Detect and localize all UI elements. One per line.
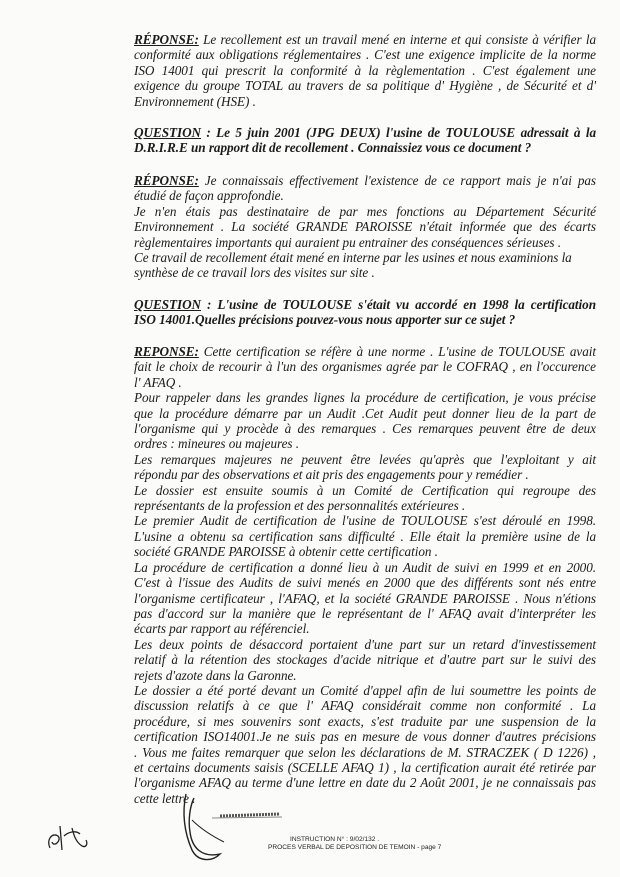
- text-line: [134, 265, 596, 280]
- line-text: Environnement . La société GRANDE PAROISSE n'était informée que des écarts: [134, 219, 596, 235]
- text-line: [134, 513, 596, 528]
- line-text: l' AFAQ .: [134, 374, 182, 390]
- line-text: l'organisme certificateur , l'AFAQ, et la société GRANDE PAROISSE . Nous n'étions: [134, 590, 596, 606]
- text-line: [134, 591, 596, 606]
- text-line: [134, 498, 596, 513]
- line-text: société GRANDE PAROISSE à obtenir cette certification .: [134, 544, 438, 560]
- line-text: pas d'accord sur la manière que le représentant de l' AFAQ avait d'interpréter les: [134, 605, 596, 621]
- text-line: [134, 250, 596, 265]
- text-line: [134, 668, 596, 683]
- initials-signature-icon: [42, 818, 92, 856]
- text-line: [134, 529, 596, 544]
- text-line: [134, 47, 596, 62]
- text-line: [134, 173, 596, 188]
- text-line: [134, 406, 596, 421]
- text-line: [134, 78, 596, 93]
- text-line: [134, 344, 596, 359]
- text-line: [134, 467, 596, 482]
- answer-block: [134, 173, 596, 281]
- line-text: Le recollement est un travail mené en interne et qui consiste à vérifier la: [198, 32, 596, 47]
- line-text: certification ISO14001.Je ne suis pas en mesure de vous donner d'autres précisions: [134, 729, 596, 745]
- line-text: relatif à la rétention des stockages d'acide nitrique et d'autre part sur le suivi des: [134, 652, 596, 668]
- line-text: règlementaires importants qui auraient pu entrainer des conséquences sérieuses .: [134, 234, 561, 250]
- text-line: [134, 188, 596, 203]
- text-line: [134, 297, 596, 312]
- line-text: Ce travail de recollement était mené en interne par les usines et nous examinions la: [134, 250, 572, 266]
- response-label: RÉPONSE:: [134, 173, 199, 188]
- line-text: répondu par des observations et ait pris des engagements pour y remédier .: [134, 467, 529, 483]
- line-text: Environnement (HSE) .: [134, 93, 256, 109]
- line-text: Je connaissais effectivement l'existence de ce rapport mais je n'ai pas: [198, 173, 596, 188]
- line-text: ISO 14001.Quelles précisions pouvez-vous nous apporter sur ce sujet ?: [134, 312, 516, 328]
- line-text: Le dossier a été porté devant un Comité d'appel afin de lui soumettre les points de: [134, 682, 596, 698]
- text-line: [134, 32, 596, 47]
- line-text: représentants de la profession et des personnalités extérieures .: [134, 498, 466, 514]
- text-line: [134, 775, 596, 790]
- question-label: QUESTION: [134, 297, 202, 312]
- line-text: et certains documents saisis (SCELLE AFAQ 1) , la certification aurait été retirée par: [134, 759, 596, 775]
- text-line: [134, 125, 596, 140]
- line-text: l'organisme qui y procède à des remarques . Ces remarques peuvent être de deux: [134, 421, 596, 437]
- line-text: : Le 5 juin 2001 (JPG DEUX) l'usine de TOULOUSE adressait à la: [201, 125, 596, 140]
- line-text: rejets d'azote dans la Garonne.: [134, 667, 297, 683]
- text-line: [134, 544, 596, 559]
- text-line: [134, 140, 596, 155]
- line-text: conformité aux obligations réglementaires . C'est une exigence implicite de la norme: [134, 47, 596, 63]
- line-text: que la procédure démarre par un Audit .Cet Audit peut donner lieu de la part de: [134, 405, 596, 421]
- answer-block: [134, 344, 596, 806]
- text-line: [134, 714, 596, 729]
- line-text: écarts par rapport au référenciel.: [134, 621, 310, 637]
- text-line: [134, 575, 596, 590]
- text-line: [134, 637, 596, 652]
- text-line: [134, 375, 596, 390]
- line-text: exigence du groupe TOTAL au travers de sa politique d' Hygiène , de Sécurité et d': [134, 78, 596, 94]
- text-line: [134, 729, 596, 744]
- line-text: Je n'en étais pas destinataire de par mes fonctions au Département Sécurité: [134, 203, 596, 219]
- stamp-signature-icon: [172, 792, 282, 867]
- text-line: [134, 219, 596, 234]
- text-line: [134, 560, 596, 575]
- text-line: [134, 621, 596, 636]
- line-text: l'organisme AFAQ au terme d'une lettre en date du 2 Août 2001, je ne connaissais pas: [134, 775, 596, 791]
- line-text: Pour rappeler dans les grandes lignes la procédure de certification, je vous précise: [134, 390, 596, 406]
- text-line: [134, 760, 596, 775]
- text-line: [134, 421, 596, 436]
- text-line: [134, 606, 596, 621]
- text-line: [134, 63, 596, 78]
- line-text: Les deux points de désaccord portaient d'une part sur un retard d'investissement: [134, 636, 596, 652]
- line-text: fait le choix de recourir à l'un des organismes agrée par le COFRAQ , en l'occurence: [134, 359, 596, 375]
- line-text: Les remarques majeures ne peuvent être levées qu'après que l'exploitant y ait: [134, 451, 596, 467]
- response-label: REPONSE:: [134, 344, 199, 359]
- text-line: [134, 698, 596, 713]
- text-line: [134, 483, 596, 498]
- line-text: Cette certification se réfère à une norme . L'usine de TOULOUSE avait: [198, 344, 596, 359]
- question-block: [134, 125, 596, 156]
- question-block: [134, 297, 596, 328]
- text-line: [134, 204, 596, 219]
- text-line: [134, 390, 596, 405]
- text-line: [134, 436, 596, 451]
- text-line: [134, 235, 596, 250]
- line-text: ISO 14001 qui prescrit la conformité à la règlementation . C'est également une: [134, 62, 596, 78]
- footer: [268, 836, 518, 852]
- text-line: [134, 652, 596, 667]
- line-text: ordres : mineures ou majeures .: [134, 436, 299, 452]
- line-text: cette lettre .: [134, 790, 196, 806]
- answer-block: [134, 32, 596, 109]
- line-text: synthèse de ce travail lors des visites sur site .: [134, 265, 375, 281]
- line-text: : L'usine de TOULOUSE s'était vu accordé en 1998 la certification: [201, 297, 596, 312]
- line-text: Le dossier est ensuite soumis à un Comité de Certification qui regroupe des: [134, 482, 596, 498]
- line-text: La procédure de certification a donné lieu à un Audit de suivi en 1999 et en 2000.: [134, 559, 596, 575]
- text-line: [134, 745, 596, 760]
- line-text: . Vous me faites remarquer que selon les déclarations de M. STRACZEK ( D 1226) ,: [134, 744, 596, 760]
- footer-instruction: INSTRUCTION N° : 9/02/132 .: [290, 836, 380, 843]
- line-text: C'est à l'issue des Audits de suivi menés en 2000 que des différents sont nés entre: [134, 575, 596, 591]
- response-label: RÉPONSE:: [134, 32, 199, 47]
- text-line: [134, 312, 596, 327]
- line-text: L'usine a obtenu sa certification sans difficulté . Elle était la première usine de la: [134, 528, 596, 544]
- line-text: D.R.I.R.E un rapport dit de recollement . Connaissiez vous ce document ?: [134, 140, 532, 156]
- footer-proces-verbal: PROCES VERBAL DE DEPOSITION DE TEMOIN - page 7: [268, 844, 442, 851]
- line-text: procédure, si mes souvenirs sont exacts, s'est traduite par une suspension de la: [134, 713, 596, 729]
- text-line: [134, 359, 596, 374]
- line-text: Le premier Audit de certification de l'usine de TOULOUSE s'est déroulé en 1998.: [134, 513, 596, 529]
- text-line: [134, 683, 596, 698]
- line-text: étudié de façon approfondie.: [134, 188, 284, 204]
- line-text: discussion relatifs à ce que l' AFAQ considérait comme non conformité . La: [134, 698, 596, 714]
- question-label: QUESTION: [134, 125, 202, 140]
- text-line: [134, 452, 596, 467]
- text-line: [134, 94, 596, 109]
